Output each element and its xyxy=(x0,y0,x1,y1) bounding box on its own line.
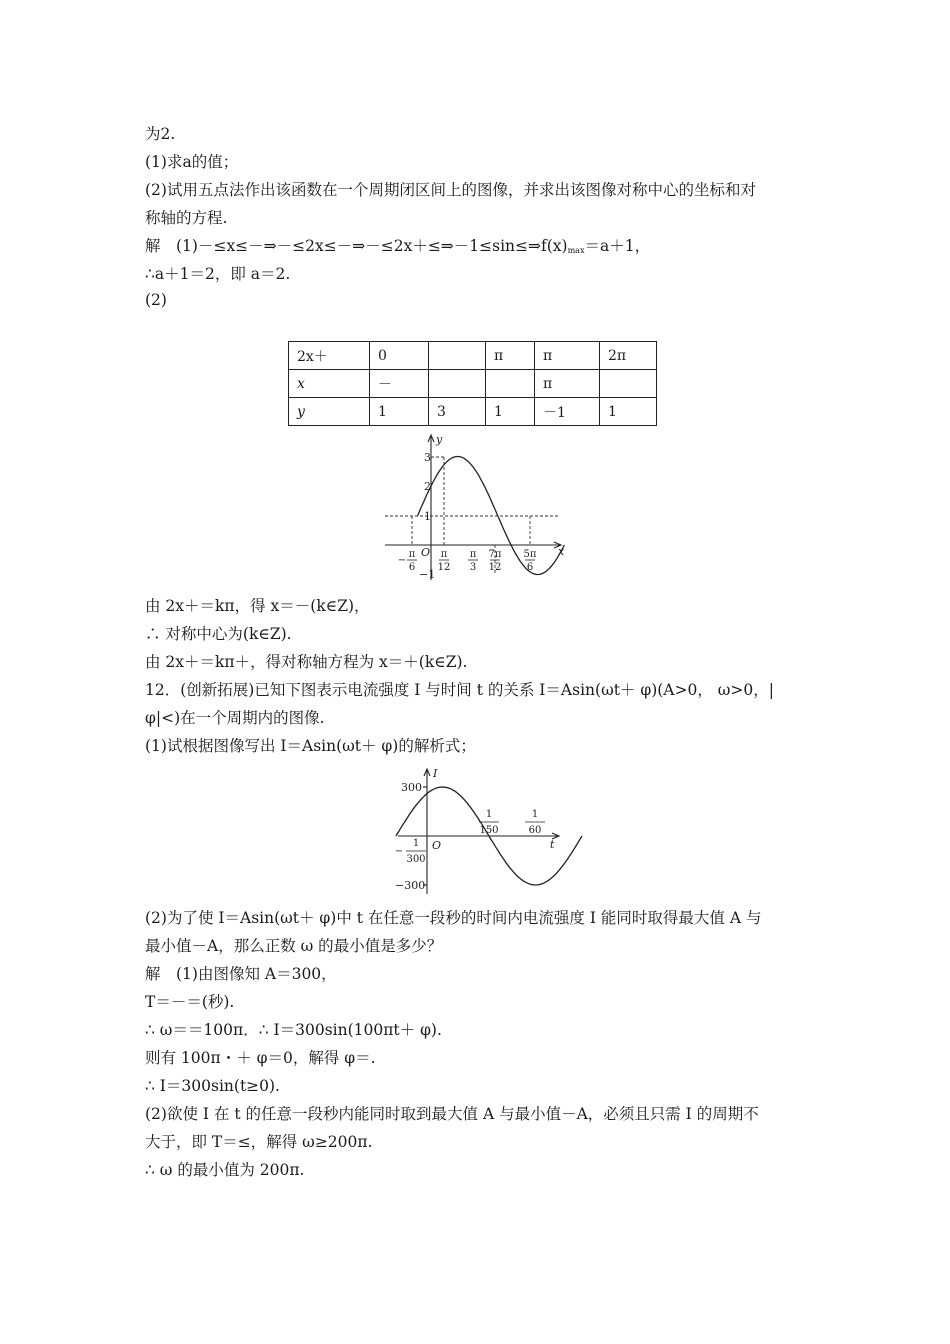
y-tick-label: −300 xyxy=(395,879,426,892)
question-2: (2)为了使 I＝Asin(ωt＋ φ)中 t 在任意一段秒的时间内电流强度 I 能同时取得最大值 A 与 xyxy=(145,909,762,927)
question-2: (2)试用五点法作出该函数在一个周期闭区间上的图像，并求出该图像对称中心的坐标和对 xyxy=(145,181,756,199)
x-tick-numerator: 1 xyxy=(412,838,420,849)
x-tick-denominator: 3 xyxy=(469,562,477,573)
table-cell: 1 xyxy=(370,398,429,426)
table-cell: 2x＋ xyxy=(289,342,370,370)
five-point-table xyxy=(288,341,657,426)
x-tick-numerator: 1 xyxy=(531,809,539,820)
x-tick-denominator: 150 xyxy=(479,825,499,836)
solution-text: ＝a＋1， xyxy=(584,237,651,255)
table-cell xyxy=(429,370,486,398)
x-tick-numerator: 7π xyxy=(488,549,502,560)
table-cell xyxy=(600,370,657,398)
text-line: (2)欲使 I 在 t 的任意一段秒内能同时取到最大值 A 与最小值－A，必须且只需 I 的周期不 xyxy=(145,1105,759,1123)
x-label: x xyxy=(558,545,565,558)
text-line: (2) xyxy=(145,291,167,309)
table-cell: π xyxy=(486,342,535,370)
text-line: ∴a＋1＝2，即 a＝2. xyxy=(145,265,291,283)
table-cell: 0 xyxy=(370,342,429,370)
text-line: T＝－＝(秒). xyxy=(145,993,235,1011)
origin-label: O xyxy=(421,546,431,559)
y-tick-label: 2 xyxy=(424,480,431,493)
table-cell: π xyxy=(535,342,600,370)
table-row xyxy=(289,398,657,426)
text-line: ∴ I＝300sin(t≥0). xyxy=(145,1077,280,1095)
table-cell: 2π xyxy=(600,342,657,370)
x-tick-denominator: 60 xyxy=(528,825,542,836)
text-line: φ|<)在一个周期内的图像. xyxy=(145,709,325,727)
table-cell xyxy=(429,342,486,370)
text-line: ∴ 对称中心为(k∈Z). xyxy=(145,625,292,643)
y-tick-label: 1 xyxy=(424,510,431,523)
x-tick-numerator: π xyxy=(469,549,477,560)
y-label: I xyxy=(433,767,438,780)
y-tick-label: −1 xyxy=(419,568,436,581)
table-row xyxy=(289,370,657,398)
problem-12-title: 12．(创新拓展)已知下图表示电流强度 I 与时间 t 的关系 I＝Asin(ωt＋ φ)(A>0， ω>0，| xyxy=(145,681,774,699)
x-tick-numerator: π xyxy=(408,549,416,560)
x-tick-numerator: π xyxy=(440,549,448,560)
x-label: t xyxy=(550,838,555,851)
solution-text: 解 (1)－≤x≤－⇒－≤2x≤－⇒－≤2x＋≤⇒－1≤sin≤⇒f(x) xyxy=(145,237,568,255)
table-cell: －1 xyxy=(535,398,600,426)
subscript: max xyxy=(567,246,585,255)
x-tick-numerator: 1 xyxy=(485,809,493,820)
x-tick-denominator: 6 xyxy=(408,562,416,573)
table-cell: － xyxy=(370,370,429,398)
text-line: 为2. xyxy=(145,125,176,143)
text-line: 最小值－A，那么正数 ω 的最小值是多少？ xyxy=(145,937,443,955)
table-cell xyxy=(486,370,535,398)
text-line: 由 2x＋＝kπ＋，得对称轴方程为 x＝＋(k∈Z). xyxy=(145,653,468,671)
table-cell: 3 xyxy=(429,398,486,426)
text-line: 大于，即 T＝≤，解得 ω≥200π. xyxy=(145,1133,373,1151)
question-1: (1)试根据图像写出 I＝Asin(ωt＋ φ)的解析式； xyxy=(145,737,476,755)
solution-line xyxy=(145,236,650,261)
y-label: y xyxy=(436,433,443,446)
table-cell: 1 xyxy=(486,398,535,426)
table-cell: 1 xyxy=(600,398,657,426)
y-tick-label: 3 xyxy=(424,451,431,464)
x-tick-denominator: 300 xyxy=(406,854,426,865)
sine-graph-1 xyxy=(380,430,580,585)
origin-label: O xyxy=(432,839,442,852)
table-cell: x xyxy=(289,370,370,398)
x-tick-sign: − xyxy=(394,846,404,857)
text-line: ∴ ω＝＝100π．∴ I＝300sin(100πt＋ φ). xyxy=(145,1021,442,1039)
text-line: 称轴的方程. xyxy=(145,209,228,227)
x-tick-denominator: 12 xyxy=(437,562,451,573)
text-line: 由 2x＋＝kπ，得 x＝－(k∈Z)， xyxy=(145,597,370,615)
x-tick-denominator: 12 xyxy=(488,562,502,573)
sine-graph-2 xyxy=(390,764,570,899)
x-tick-sign: − xyxy=(397,555,407,566)
table-row xyxy=(289,342,657,370)
y-tick-label: 300 xyxy=(401,781,422,794)
table-cell: π xyxy=(535,370,600,398)
x-tick-numerator: 5π xyxy=(523,549,537,560)
table-cell: y xyxy=(289,398,370,426)
solution-line: 解 (1)由图像知 A＝300， xyxy=(145,965,337,983)
text-line: 则有 100π・＋ φ＝0，解得 φ＝. xyxy=(145,1049,376,1067)
text-line: ∴ ω 的最小值为 200π. xyxy=(145,1161,305,1179)
x-tick-denominator: 6 xyxy=(526,562,534,573)
question-1: (1)求a的值； xyxy=(145,153,239,171)
